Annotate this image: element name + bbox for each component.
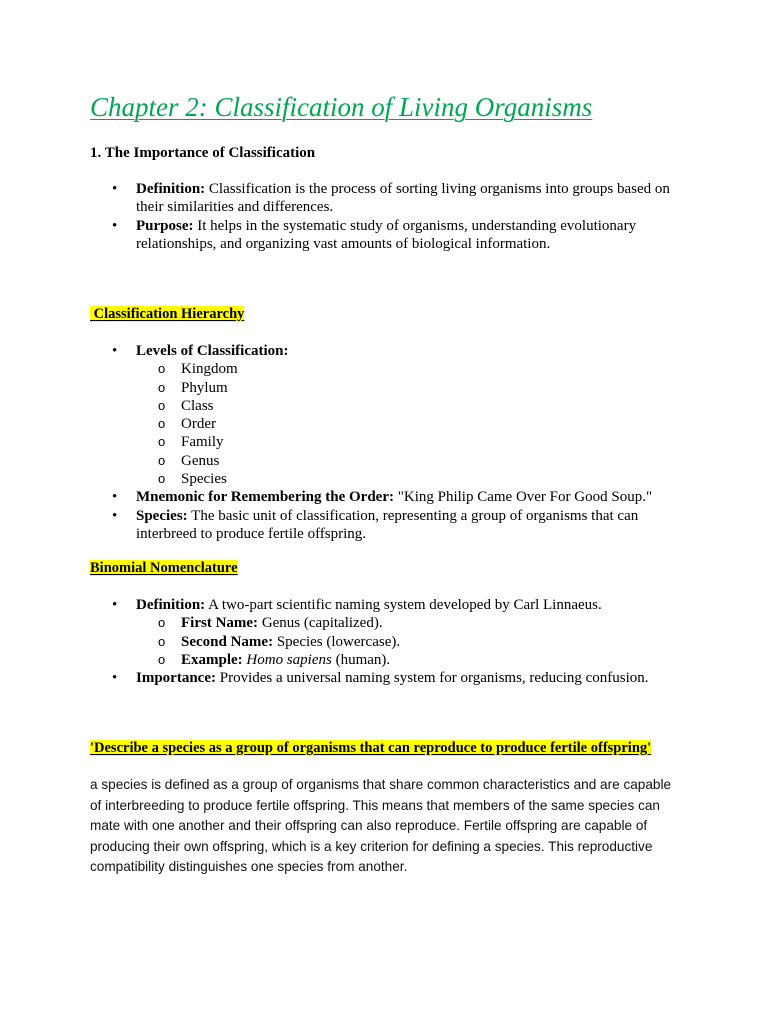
item-label: Mnemonic for Remembering the Order: bbox=[136, 489, 394, 506]
section-heading-hierarchy bbox=[90, 306, 244, 323]
level-item: o Phylum bbox=[136, 379, 680, 397]
scientific-name: Homo sapiens bbox=[246, 651, 332, 668]
sublist-item-second-name bbox=[136, 633, 680, 651]
binomial-list bbox=[90, 596, 680, 687]
sublist-item-example bbox=[136, 651, 680, 669]
chapter-title: Chapter 2: Classification of Living Organisms bbox=[90, 92, 593, 122]
level-item: o Order bbox=[136, 415, 680, 433]
item-text: Genus (capitalized). bbox=[258, 615, 383, 632]
sublist-item-first-name bbox=[136, 614, 680, 632]
level-item: o Family bbox=[136, 433, 680, 451]
item-label: Importance: bbox=[136, 670, 216, 687]
item-label: Species: bbox=[136, 507, 188, 524]
list-item-purpose bbox=[90, 217, 680, 254]
item-label: Definition: bbox=[136, 597, 206, 613]
hierarchy-list bbox=[90, 342, 680, 543]
item-text: Species (lowercase). bbox=[273, 633, 401, 650]
binomial-sublist bbox=[136, 614, 680, 669]
item-text: Provides a universal naming system for organisms, reducing confusion. bbox=[215, 670, 649, 687]
item-label: Example: bbox=[181, 651, 243, 668]
species-paragraph: a species is defined as a group of organisms that share common characteristics and are capable of interbreeding to produce fertile offspring. This means that members of the same species can mate with one another and their offspring can also reproduce. Fertile offspring are capable of producing their own offspring, which is a key criterion for defining a species. This reproductive compatibility distinguishes one species from another. bbox=[90, 777, 672, 875]
item-text: A two-part scientific naming system developed by Carl Linnaeus. bbox=[205, 597, 602, 613]
item-text: "King Philip Came Over For Good Soup." bbox=[393, 489, 653, 506]
list-item-mnemonic bbox=[90, 488, 680, 506]
list-item-species bbox=[90, 507, 680, 544]
level-item: o Kingdom bbox=[136, 360, 680, 378]
section-heading-importance: 1. The Importance of Classification bbox=[90, 145, 316, 161]
item-label: First Name: bbox=[181, 615, 259, 632]
item-label: Second Name: bbox=[181, 633, 274, 650]
list-item-levels bbox=[90, 342, 680, 488]
level-item: o Class bbox=[136, 397, 680, 415]
importance-list bbox=[90, 180, 680, 253]
item-text: (human). bbox=[331, 651, 391, 668]
item-text: Classification is the process of sorting living organisms into groups based on their similarities and differences. bbox=[136, 181, 670, 216]
highlighted-heading: Binomial Nomenclature bbox=[90, 560, 238, 576]
list-item-definition bbox=[90, 180, 680, 217]
section-heading-binomial bbox=[90, 560, 238, 577]
list-item-importance bbox=[90, 669, 680, 687]
item-label: Levels of Classification: bbox=[136, 343, 289, 359]
item-label: Purpose: bbox=[136, 217, 194, 234]
levels-sublist bbox=[136, 360, 680, 488]
item-text: The basic unit of classification, representing a group of organisms that can interbreed to produce fertile offspring. bbox=[136, 507, 639, 542]
list-item-definition bbox=[90, 596, 680, 669]
level-item: o Genus bbox=[136, 452, 680, 470]
highlighted-heading: 'Describe a species as a group of organisms that can reproduce to produce fertile offspring' bbox=[90, 740, 652, 756]
item-label: Definition: bbox=[136, 181, 206, 197]
section-heading-describe-species bbox=[90, 740, 651, 757]
level-item: o Species bbox=[136, 470, 680, 488]
item-text: It helps in the systematic study of organisms, understanding evolutionary relationships, and organizing vast amounts of biological information. bbox=[136, 217, 637, 252]
highlighted-heading: Classification Hierarchy bbox=[90, 306, 245, 322]
